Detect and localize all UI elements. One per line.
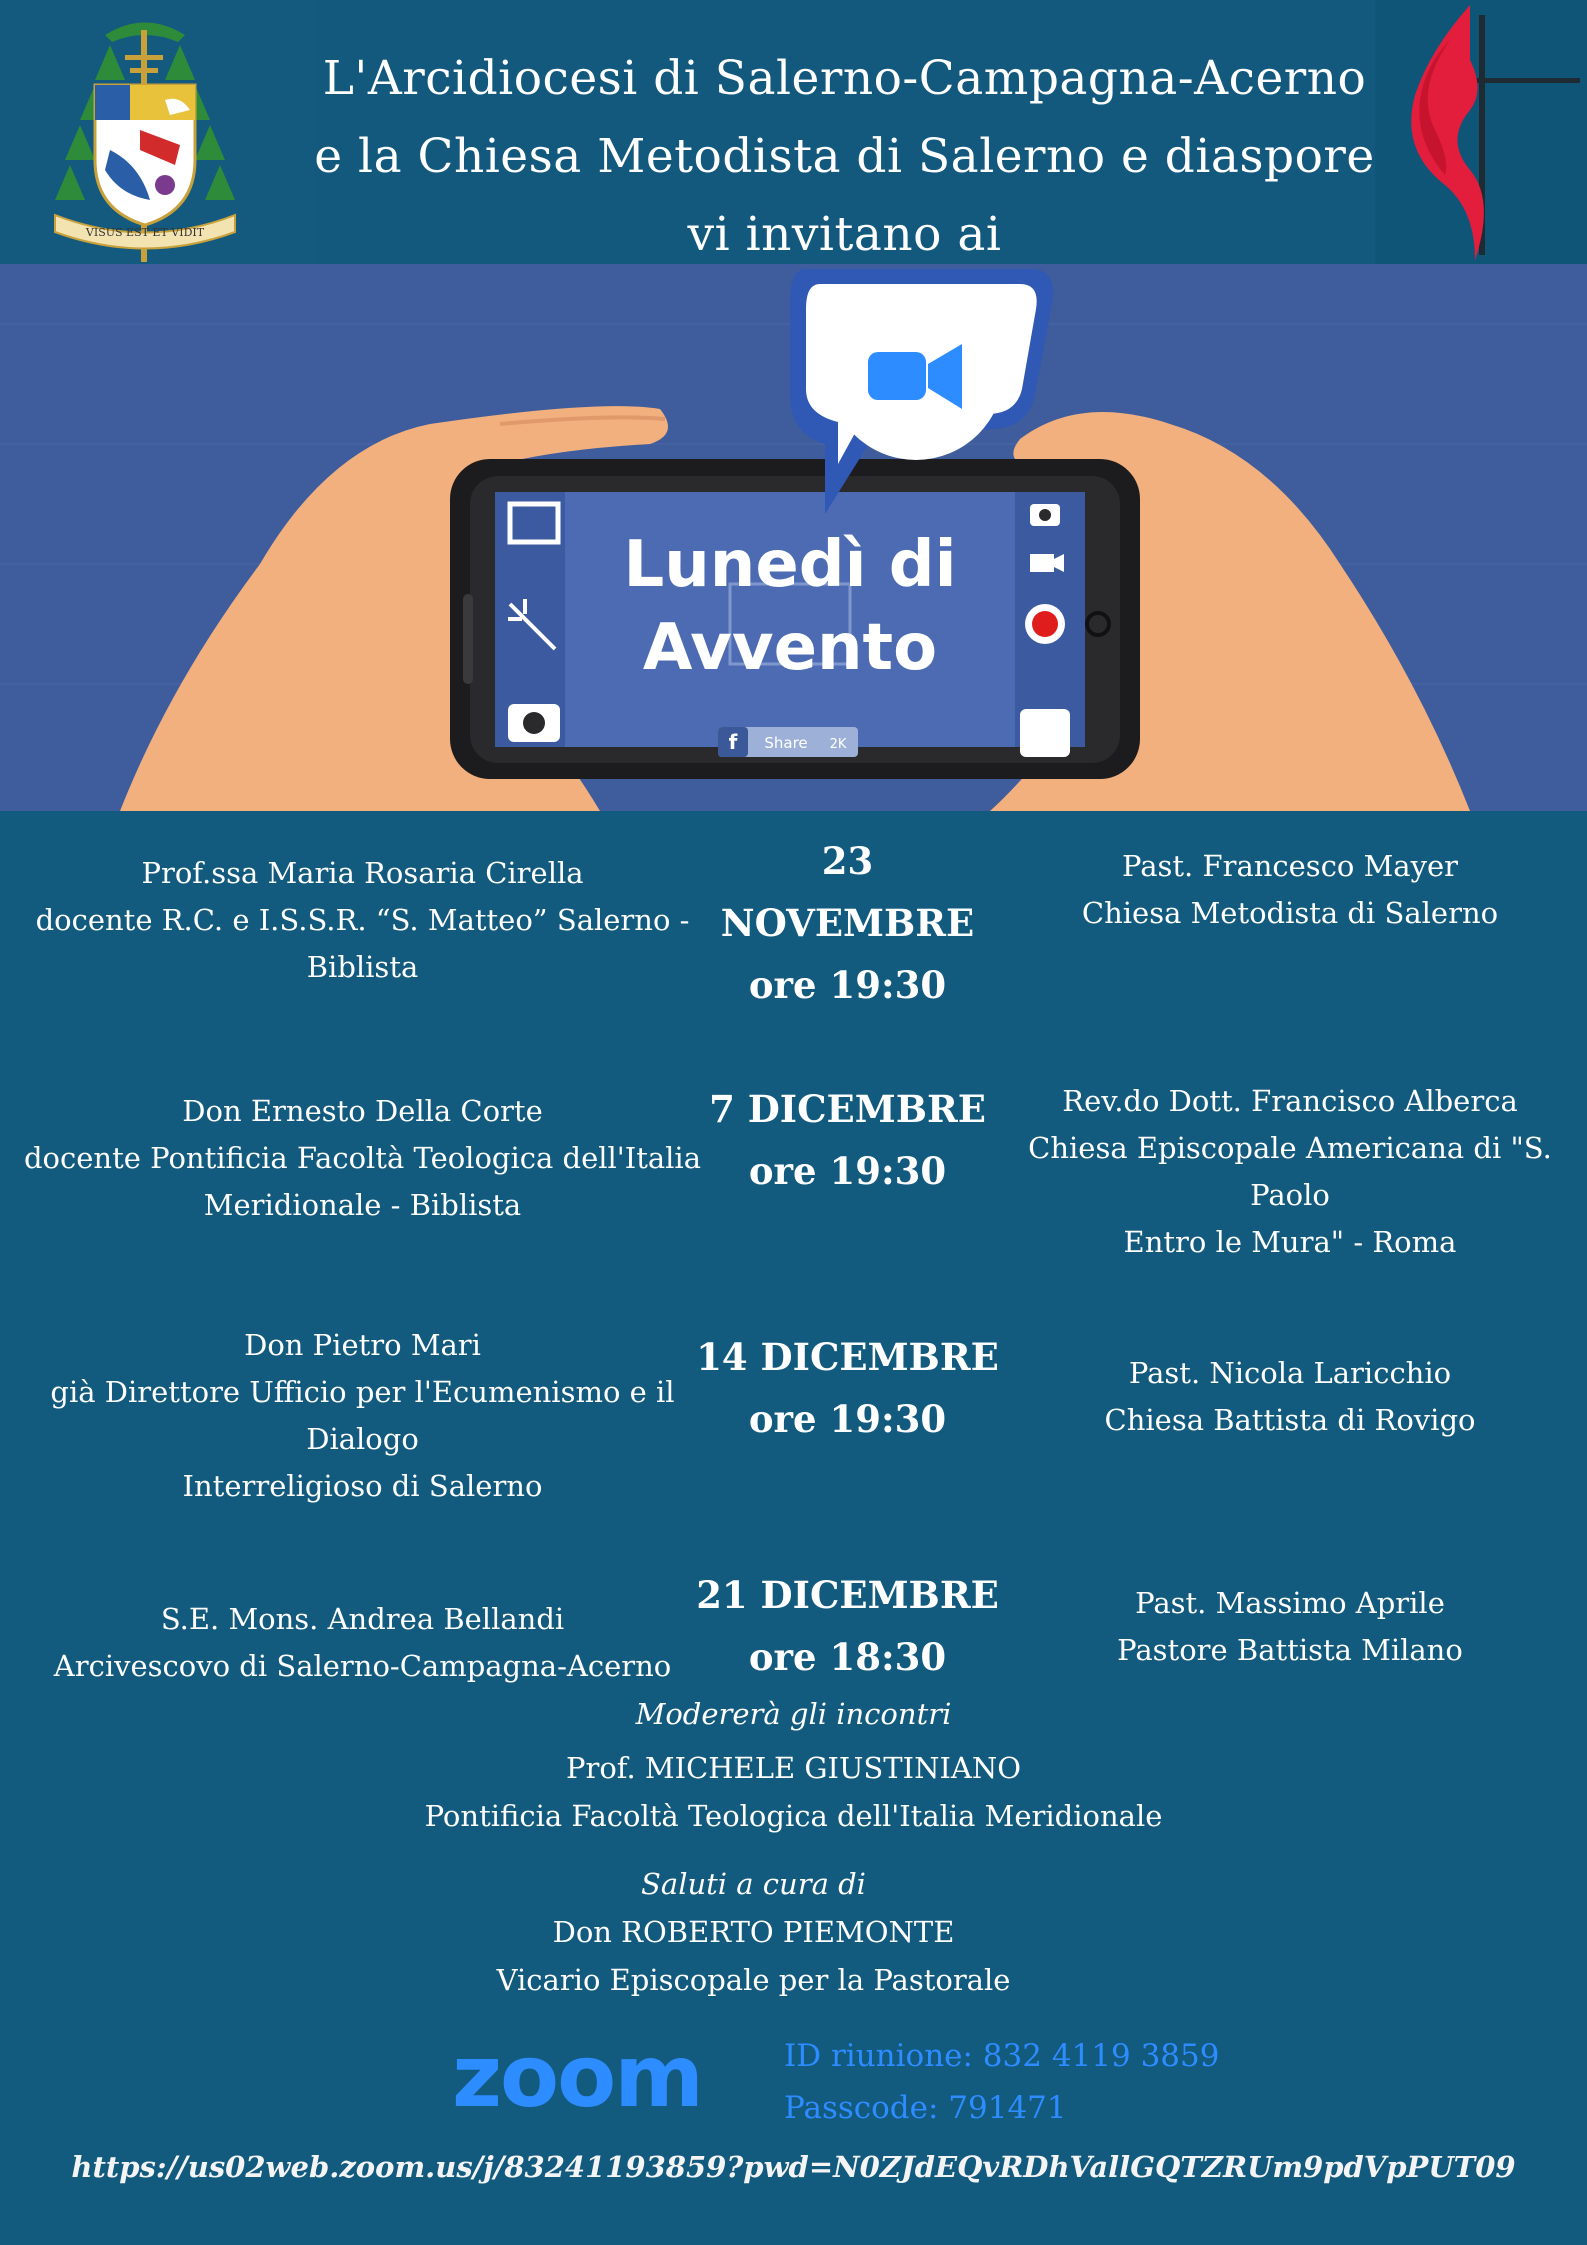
- speaker-role: Chiesa Battista di Rovigo: [1104, 1403, 1476, 1437]
- moderator-heading: Modererà gli incontri: [635, 1697, 952, 1731]
- zoom-logo: [452, 2040, 742, 2120]
- record-icon: [1025, 604, 1065, 644]
- speaker-name: Don Ernesto Della Corte: [182, 1094, 543, 1128]
- zoom-logo-text: zoom: [452, 2040, 702, 2120]
- speaker-name: Past. Massimo Aprile: [1135, 1586, 1445, 1620]
- greetings-block: [0, 1860, 1547, 2004]
- event-date: [695, 1326, 1000, 1450]
- date-label: 7 DICEMBRE: [709, 1087, 986, 1131]
- speaker-name: Past. Nicola Laricchio: [1128, 1356, 1452, 1390]
- event-title-line-2: Avvento: [642, 611, 938, 685]
- speaker-role: Arcivescovo di Salerno-Campagna-Acerno: [53, 1649, 672, 1683]
- speaker-role: Pastore Battista Milano: [1117, 1633, 1463, 1667]
- event-date: [695, 830, 1000, 1016]
- speaker-right: [1000, 843, 1580, 937]
- share-label: Share: [764, 734, 808, 752]
- time-label: ore 19:30: [748, 1397, 947, 1441]
- speaker-left: [0, 1322, 725, 1510]
- speaker-name: Don Pietro Mari: [244, 1328, 481, 1362]
- moderator-name: Prof. MICHELE GIUSTINIANO: [565, 1751, 1022, 1785]
- share-count: 2K: [829, 737, 847, 752]
- header: [0, 0, 1587, 264]
- greetings-role: Vicario Episcopale per la Pastorale: [496, 1963, 1011, 1997]
- facebook-icon: f: [728, 730, 738, 754]
- event-date: [695, 1078, 1000, 1202]
- speaker-right: [1000, 1580, 1580, 1674]
- time-label: ore 19:30: [748, 963, 947, 1007]
- speaker-right: [1000, 1350, 1580, 1444]
- speaker-name: Rev.do Dott. Francisco Alberca: [1062, 1084, 1518, 1118]
- title-line-3: vi invitano ai: [687, 207, 1002, 262]
- facebook-share-button: [718, 727, 858, 757]
- zoom-meeting-link[interactable]: https://us02web.zoom.us/j/83241193859?pwd=N0ZJdEQvRDhVallGQTZRUm9pdVpPUT09: [71, 2150, 1516, 2184]
- title-line-2: e la Chiesa Metodista di Salerno e diaspore: [314, 129, 1375, 184]
- speaker-left: [0, 1088, 725, 1229]
- video-icon: [1030, 554, 1064, 572]
- greetings-name: Don ROBERTO PIEMONTE: [552, 1915, 955, 1949]
- speaker-left: [0, 850, 725, 991]
- event-date: [695, 1564, 1000, 1688]
- moderator-role: Pontificia Facoltà Teologica dell'Italia Meridionale: [424, 1799, 1163, 1833]
- title-line-1: L'Arcidiocesi di Salerno-Campagna-Acerno: [322, 51, 1367, 106]
- speaker-role: docente Pontificia Facoltà Teologica dell'Italia: [23, 1141, 701, 1175]
- speaker-role: già Direttore Ufficio per l'Ecumenismo e il Dialogo: [50, 1375, 675, 1456]
- speaker-role: docente R.C. e I.S.S.R. “S. Matteo” Salerno - Biblista: [35, 903, 690, 984]
- date-label: 14 DICEMBRE: [696, 1335, 999, 1379]
- camera-icon: [508, 704, 560, 742]
- speaker-role-cont: Meridionale - Biblista: [203, 1188, 522, 1222]
- speaker-name: Prof.ssa Maria Rosaria Cirella: [141, 856, 584, 890]
- date-label: 23 NOVEMBRE: [720, 839, 975, 945]
- zoom-meeting-info: [784, 2030, 1219, 2134]
- speaker-name: S.E. Mons. Andrea Bellandi: [160, 1602, 565, 1636]
- time-label: ore 19:30: [748, 1149, 947, 1193]
- speaker-role: Chiesa Episcopale Americana di "S. Paolo: [1028, 1131, 1552, 1212]
- zoom-phone-illustration: [0, 264, 1587, 811]
- speaker-name: Past. Francesco Mayer: [1121, 849, 1459, 883]
- event-title-line-1: Lunedì di: [623, 528, 957, 602]
- speaker-role-cont: Entro le Mura" - Roma: [1123, 1225, 1457, 1259]
- methodist-logo: [1375, 0, 1587, 264]
- speaker-role-cont: Interreligioso di Salerno: [182, 1469, 543, 1503]
- crest-motto: VISUS EST ET VIDIT: [85, 226, 205, 239]
- archdiocese-crest: [0, 0, 314, 264]
- moderator-block: [0, 1690, 1587, 1840]
- greetings-heading: Saluti a cura di: [641, 1867, 866, 1901]
- header-title: [314, 40, 1375, 274]
- speaker-role: Chiesa Metodista di Salerno: [1081, 896, 1499, 930]
- time-label: ore 18:30: [748, 1635, 947, 1679]
- speaker-left: [0, 1596, 725, 1690]
- speaker-right: [1000, 1078, 1580, 1266]
- date-label: 21 DICEMBRE: [696, 1573, 999, 1617]
- meeting-passcode: Passcode: 791471: [784, 2090, 1067, 2126]
- photo-mode-icon: [1030, 504, 1060, 526]
- meeting-id: ID riunione: 832 4119 3859: [784, 2038, 1220, 2074]
